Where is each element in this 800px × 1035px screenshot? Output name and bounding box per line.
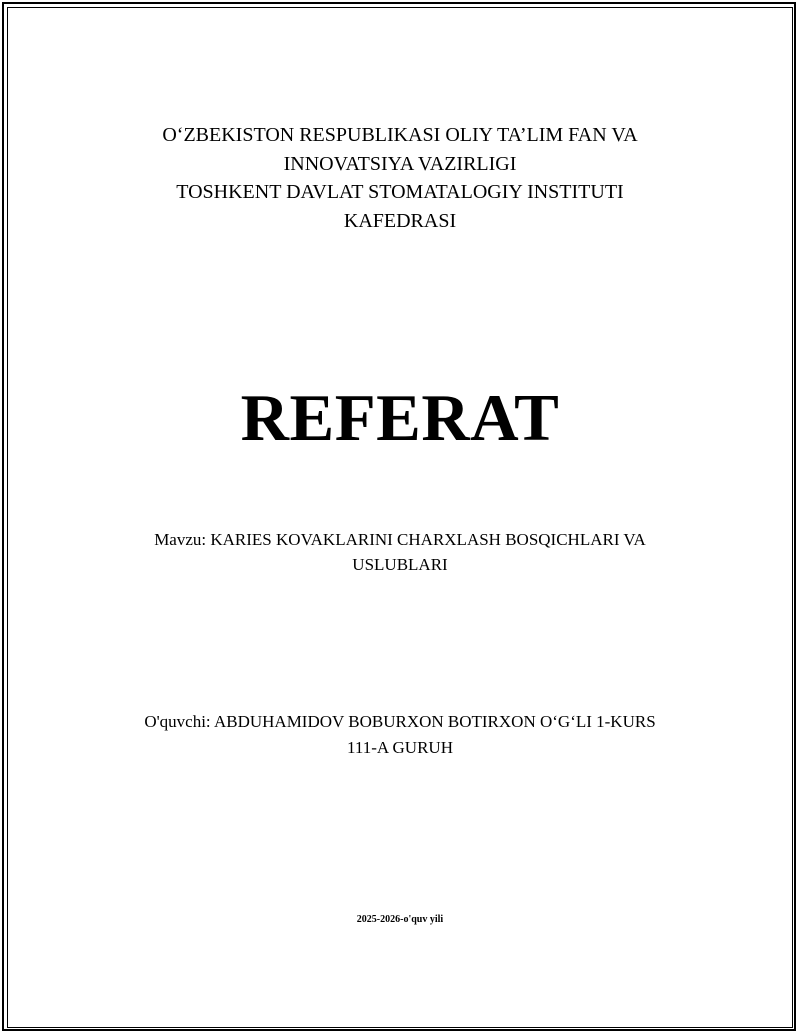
header-line-3: TOSHKENT DAVLAT STOMATALOGIY INSTITUTI <box>176 181 624 203</box>
student-line-2: 111-A GURUH <box>347 738 453 757</box>
institution-header <box>0 121 800 235</box>
student-line-1: O'quvchi: ABDUHAMIDOV BOBURXON BOTIRXON O‘G‘LI 1-KURS <box>144 712 656 731</box>
topic-line-2: USLUBLARI <box>352 555 448 574</box>
topic-block <box>120 527 680 577</box>
student-block <box>100 709 700 761</box>
topic-line-1: Mavzu: KARIES KOVAKLARINI CHARXLASH BOSQICHLARI VA <box>154 530 646 549</box>
academic-year: 2025-2026-o'quv yili <box>356 914 444 925</box>
header-line-4: KAFEDRASI <box>343 209 457 232</box>
document-title: REFERAT <box>240 381 560 455</box>
header-line-1: O‘ZBEKISTON RESPUBLIKASI OLIY TA’LIM FAN VA <box>162 124 638 146</box>
header-line-2: INNOVATSIYA VAZIRLIGI <box>283 152 517 175</box>
